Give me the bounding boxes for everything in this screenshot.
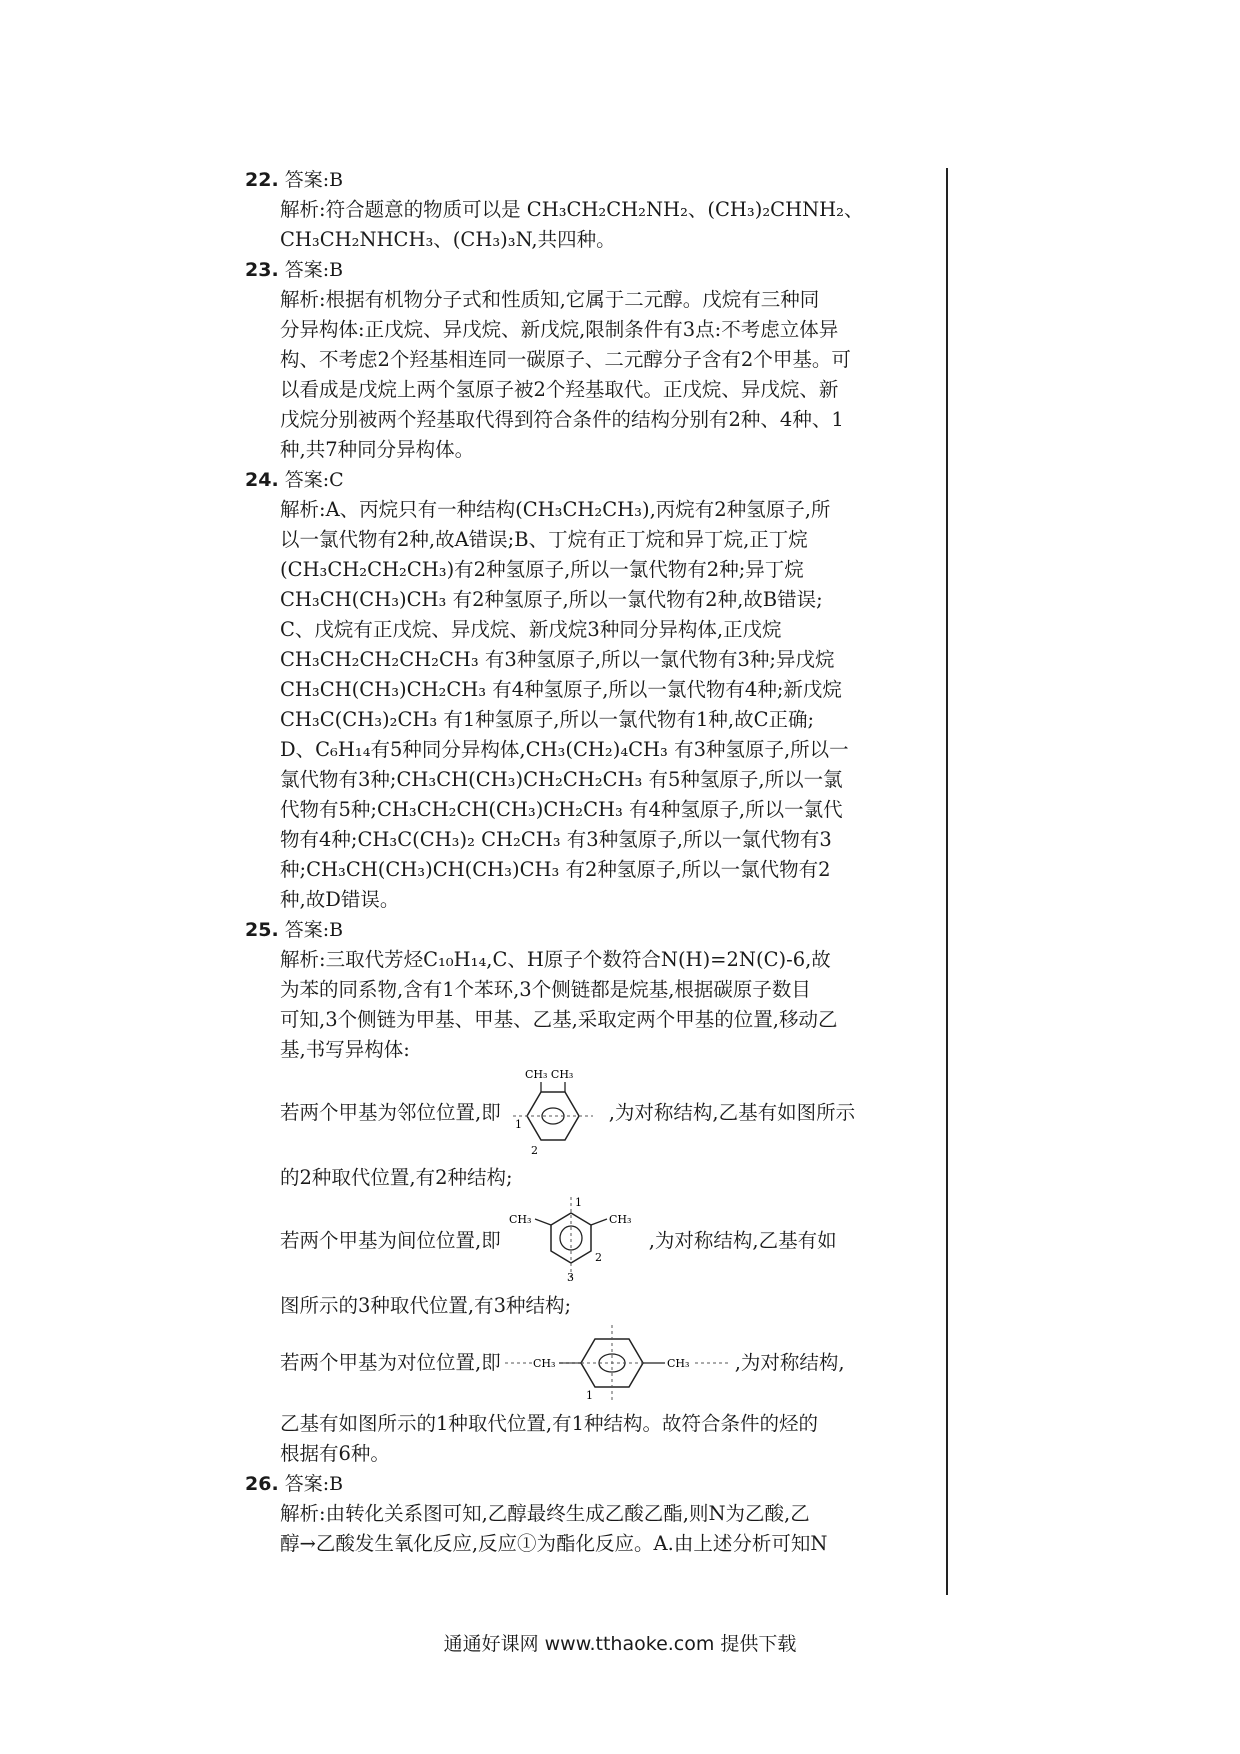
explanation-line: 解析:三取代芳烃C₁₀H₁₄,C、H原子个数符合N(H)=2N(C)-6,故 xyxy=(280,948,831,971)
explanation-line: 解析:符合题意的物质可以是 CH₃CH₂CH₂NH₂、(CH₃)₂CHNH₂、 xyxy=(280,198,864,221)
explanation-line: CH₃CH(CH₃)CH₃ 有2种氢原子,所以一氯代物有2种,故B错误; xyxy=(280,588,823,611)
explanation-line: 为苯的同系物,含有1个苯环,3个侧链都是烷基,根据碳原子数目 xyxy=(280,978,811,1001)
question-25 xyxy=(245,915,915,1469)
answer-label: 答案:B xyxy=(284,259,344,281)
question-number: 24. xyxy=(245,469,279,491)
question-23 xyxy=(245,255,915,465)
explanation-line: 以看成是戊烷上两个氢原子被2个羟基取代。正戊烷、异戊烷、新 xyxy=(280,378,839,401)
benzene-ring xyxy=(551,1213,591,1263)
question-number: 22. xyxy=(245,169,279,191)
ortho-xylene-structure xyxy=(507,1066,603,1160)
para-structure-line xyxy=(280,1321,915,1405)
question-26 xyxy=(245,1469,915,1559)
explanation-line: CH₃CH(CH₃)CH₂CH₃ 有4种氢原子,所以一氯代物有4种;新戊烷 xyxy=(280,678,842,701)
explanation-line: 代物有5种;CH₃CH₂CH(CH₃)CH₂CH₃ 有4种氢原子,所以一氯代 xyxy=(280,798,843,821)
methyl-label-right: CH₃ xyxy=(666,1357,690,1370)
explanation-line: C、戊烷有正戊烷、异戊烷、新戊烷3种同分异构体,正戊烷 xyxy=(280,618,782,641)
explanation xyxy=(280,285,915,465)
meta-text-after: ,为对称结构,乙基有如 xyxy=(648,1229,837,1252)
para-text-after: ,为对称结构, xyxy=(734,1351,845,1374)
explanation-line: 种,故D错误。 xyxy=(280,888,400,911)
explanation-line: 种,共7种同分异构体。 xyxy=(280,438,475,461)
question-number: 26. xyxy=(245,1473,279,1495)
methyl-label-right: CH₃ xyxy=(608,1213,632,1226)
ortho-text-before: 若两个甲基为邻位位置,即 xyxy=(280,1101,501,1124)
explanation-line: 解析:A、丙烷只有一种结构(CH₃CH₂CH₃),丙烷有2种氢原子,所 xyxy=(280,498,831,521)
answer-column xyxy=(245,165,915,1559)
explanation-line: 戊烷分别被两个羟基取代得到符合条件的结构分别有2种、4种、1 xyxy=(280,408,844,431)
answer-label: 答案:B xyxy=(284,1473,344,1495)
meta-structure-line xyxy=(280,1193,915,1289)
explanation-line: 基,书写异构体: xyxy=(280,1038,410,1061)
column-divider xyxy=(946,168,948,1595)
explanation-line: 乙基有如图所示的1种取代位置,有1种结构。故符合条件的烃的 xyxy=(280,1412,819,1435)
explanation-line: 可知,3个侧链为甲基、甲基、乙基,采取定两个甲基的位置,移动乙 xyxy=(280,1008,838,1031)
explanation-line: D、C₆H₁₄有5种同分异构体,CH₃(CH₂)₄CH₃ 有3种氢原子,所以一 xyxy=(280,738,849,761)
explanation xyxy=(280,495,915,915)
para-xylene-structure xyxy=(503,1323,733,1403)
benzene-ring xyxy=(527,1092,579,1140)
ortho-structure-line xyxy=(280,1065,915,1161)
question-24 xyxy=(245,465,915,915)
explanation-line: 解析:根据有机物分子式和性质知,它属于二元醇。戊烷有三种同 xyxy=(280,288,820,311)
answer-label: 答案:C xyxy=(284,469,344,491)
meta-xylene-structure xyxy=(507,1195,643,1287)
methyl-label-left: CH₃ xyxy=(532,1357,556,1370)
explanation-line: 种;CH₃CH(CH₃)CH(CH₃)CH₃ 有2种氢原子,所以一氯代物有2 xyxy=(280,858,831,881)
explanation xyxy=(280,945,915,1469)
meta-text-before: 若两个甲基为间位位置,即 xyxy=(280,1229,501,1252)
explanation-line: (CH₃CH₂CH₂CH₃)有2种氢原子,所以一氯代物有2种;异丁烷 xyxy=(280,558,804,581)
question-22 xyxy=(245,165,915,255)
explanation-line: 根据有6种。 xyxy=(280,1442,390,1465)
position-1-label: 1 xyxy=(514,1118,522,1131)
explanation xyxy=(280,1499,915,1559)
answer-label: 答案:B xyxy=(284,169,344,191)
explanation-line: 解析:由转化关系图可知,乙醇最终生成乙酸乙酯,则N为乙酸,乙 xyxy=(280,1502,810,1525)
footer-download-note: 通通好课网 www.tthaoke.com 提供下载 xyxy=(443,1633,797,1655)
explanation-line: CH₃C(CH₃)₂CH₃ 有1种氢原子,所以一氯代物有1种,故C正确; xyxy=(280,708,815,731)
ortho-text-after: ,为对称结构,乙基有如图所示 xyxy=(608,1101,856,1124)
explanation-line: 氯代物有3种;CH₃CH(CH₃)CH₂CH₂CH₃ 有5种氢原子,所以一氯 xyxy=(280,768,843,791)
explanation xyxy=(280,195,915,255)
position-2-label: 2 xyxy=(530,1144,538,1157)
question-number: 25. xyxy=(245,919,279,941)
explanation-line: 分异构体:正戊烷、异戊烷、新戊烷,限制条件有3点:不考虑立体异 xyxy=(280,318,839,341)
explanation-line: 以一氯代物有2种,故A错误;B、丁烷有正丁烷和异丁烷,正丁烷 xyxy=(280,528,808,551)
methyl-label-left: CH₃ xyxy=(508,1213,532,1226)
explanation-line: CH₃CH₂CH₂CH₂CH₃ 有3种氢原子,所以一氯代物有3种;异戊烷 xyxy=(280,648,835,671)
position-1-label: 1 xyxy=(574,1196,582,1209)
position-1-label: 1 xyxy=(585,1389,593,1402)
explanation-line: 构、不考虑2个羟基相连同一碳原子、二元醇分子含有2个甲基。可 xyxy=(280,348,851,371)
explanation-line: 的2种取代位置,有2种结构; xyxy=(280,1166,513,1189)
ortho-methyl-label: CH₃ CH₃ xyxy=(524,1068,574,1081)
question-number: 23. xyxy=(245,259,279,281)
para-text-before: 若两个甲基为对位位置,即 xyxy=(280,1351,501,1374)
explanation-line: 物有4种;CH₃C(CH₃)₂ CH₂CH₃ 有3种氢原子,所以一氯代物有3 xyxy=(280,828,832,851)
position-3-label: 3 xyxy=(566,1271,574,1284)
explanation-line: 图所示的3种取代位置,有3种结构; xyxy=(280,1294,572,1317)
explanation-line: CH₃CH₂NHCH₃、(CH₃)₃N,共四种。 xyxy=(280,228,616,251)
answer-label: 答案:B xyxy=(284,919,344,941)
position-2-label: 2 xyxy=(594,1251,602,1264)
explanation-line: 醇→乙酸发生氧化反应,反应①为酯化反应。A.由上述分析可知N xyxy=(280,1532,828,1555)
